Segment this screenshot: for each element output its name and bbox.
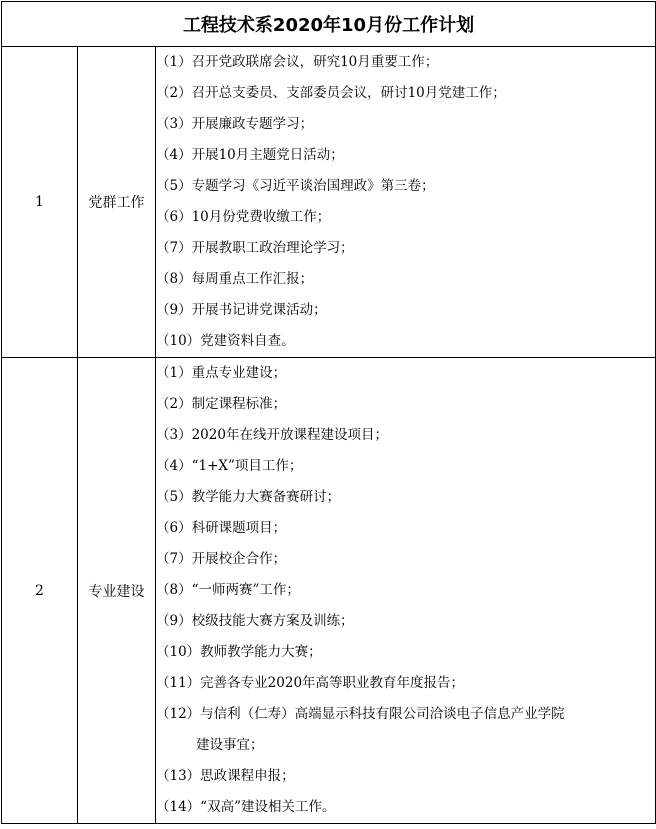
work-plan-table — [1, 1, 656, 824]
list-item: （3）开展廉政专题学习； — [156, 116, 314, 132]
section-items — [156, 358, 656, 824]
list-item-continuation: 建设事宜； — [196, 737, 264, 753]
section-row-specialty — [2, 358, 656, 824]
list-item: （11）完善各专业2020年高等职业教育年度报告； — [156, 675, 465, 691]
section-number: 1 — [2, 47, 78, 358]
list-item: （1）召开党政联席会议，研究10月重要工作； — [156, 54, 439, 70]
title-row — [2, 2, 656, 47]
list-item: （9）校级技能大赛方案及训练； — [156, 613, 354, 629]
section-items — [156, 47, 656, 358]
section-number: 2 — [2, 358, 78, 824]
list-item: （3）2020年在线开放课程建设项目； — [156, 427, 388, 443]
list-item: （4）“1+X”项目工作； — [156, 458, 303, 474]
list-item: （6）10月份党费收缴工作； — [156, 209, 331, 225]
list-item: （2）召开总支委员、支部委员会议，研讨10月党建工作； — [156, 85, 506, 101]
list-item: （8）每周重点工作汇报； — [156, 271, 314, 287]
section-row-party — [2, 47, 656, 358]
list-item: （7）开展校企合作； — [156, 551, 287, 567]
list-item: （14）“双高”建设相关工作。 — [156, 799, 336, 815]
list-item: （12）与信利（仁寿）高端显示科技有限公司洽谈电子信息产业学院 — [156, 706, 565, 722]
list-item: （8）“一师两赛”工作； — [156, 582, 300, 598]
list-item: （13）思政课程申报； — [156, 768, 295, 784]
section-category: 党群工作 — [78, 47, 156, 358]
list-item: （10）教师教学能力大赛； — [156, 644, 322, 660]
list-item: （5）专题学习《习近平谈治国理政》第三卷； — [156, 178, 435, 194]
list-item: （1）重点专业建设； — [156, 365, 287, 381]
list-item: （4）开展10月主题党日活动； — [156, 147, 344, 163]
list-item: （10）党建资料自查。 — [156, 333, 295, 349]
section-category: 专业建设 — [78, 358, 156, 824]
page-title: 工程技术系2020年10月份工作计划 — [2, 2, 656, 47]
list-item: （6）科研课题项目； — [156, 520, 287, 536]
list-item: （5）教学能力大赛备赛研讨； — [156, 489, 341, 505]
list-item: （2）制定课程标准； — [156, 396, 287, 412]
list-item: （9）开展书记讲党课活动； — [156, 302, 327, 318]
list-item: （7）开展教职工政治理论学习； — [156, 240, 354, 256]
